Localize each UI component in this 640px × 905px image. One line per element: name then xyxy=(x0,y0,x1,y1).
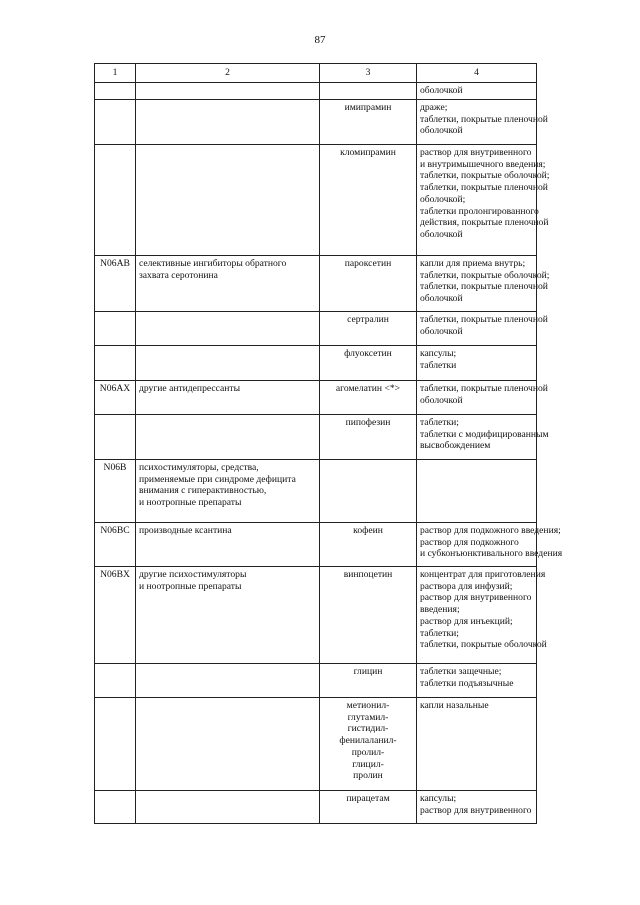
group-name-cell xyxy=(136,83,320,100)
atc-code-cell xyxy=(95,415,136,460)
group-name-cell-line: психостимуляторы, средства, xyxy=(139,462,259,473)
dosage-form-cell-line: раствор для подкожного xyxy=(420,536,519,548)
drug-name-cell-line: пипофезин xyxy=(345,417,391,428)
group-name-cell-line: и ноотропные препараты xyxy=(139,497,242,509)
dosage-form-cell-line: и субконъюнктивального введения xyxy=(420,548,563,560)
dosage-form-cell-line: таблетки, покрытые пленочной xyxy=(420,314,548,325)
group-name-cell-line: другие психостимуляторы xyxy=(139,569,247,580)
dosage-form-cell-line: таблетки, покрытые оболочкой; xyxy=(420,269,550,281)
dosage-form-cell-line: раствор для внутривенного xyxy=(420,804,532,816)
drug-name-cell-line: глицил- xyxy=(352,758,384,770)
drug-name-cell-line: глутамил- xyxy=(347,711,389,723)
atc-code-cell xyxy=(95,312,136,346)
header-cell-1: 1 xyxy=(95,64,136,83)
dosage-form-cell-line: раствор для инъекций; xyxy=(420,615,513,627)
table-row xyxy=(95,523,537,567)
table-row xyxy=(95,346,537,381)
drug-name-cell xyxy=(320,145,417,256)
table-row xyxy=(95,664,537,698)
group-name-cell-line: и ноотропные препараты xyxy=(139,580,242,592)
dosage-form-cell-line: введения; xyxy=(420,604,460,616)
drug-name-cell xyxy=(320,791,417,824)
group-name-cell xyxy=(136,523,320,567)
drug-name-cell xyxy=(320,567,417,664)
table-row xyxy=(95,381,537,415)
dosage-form-cell-line: таблетки с модифицированным xyxy=(420,428,549,440)
dosage-form-cell-line: таблетки xyxy=(420,359,457,371)
dosage-form-cell-line: оболочкой xyxy=(420,325,463,337)
drug-name-cell-line: метионил- xyxy=(346,700,390,711)
dosage-form-cell-line: капли назальные xyxy=(420,700,489,711)
group-name-cell xyxy=(136,312,320,346)
dosage-form-cell-line: таблетки, покрытые пленочной xyxy=(420,182,548,194)
dosage-form-cell-line: раствор для подкожного введения; xyxy=(420,525,561,536)
atc-code-cell xyxy=(95,791,136,824)
drug-name-cell xyxy=(320,415,417,460)
group-name-cell xyxy=(136,664,320,698)
dosage-form-cell xyxy=(417,346,537,381)
group-name-cell-line: внимания с гиперактивностью, xyxy=(139,485,267,497)
dosage-form-cell-line: таблетки, покрытые пленочной xyxy=(420,383,548,394)
dosage-form-cell-line: оболочкой xyxy=(420,85,463,96)
atc-code-cell: N06B xyxy=(95,460,136,523)
dosage-form-cell-line: и внутримышечного введения; xyxy=(420,158,546,170)
atc-code-cell: N06BC xyxy=(95,523,136,567)
dosage-form-cell xyxy=(417,256,550,312)
drug-name-cell xyxy=(320,346,417,381)
drug-name-cell-line: имипрамин xyxy=(344,102,392,113)
dosage-form-cell-line: таблетки, покрытые оболочкой; xyxy=(420,170,550,182)
table-row xyxy=(95,698,537,791)
drug-name-cell xyxy=(320,100,417,145)
dosage-form-cell-line: действия, покрытые пленочной xyxy=(420,217,549,229)
dosage-form-cell-line: капсулы; xyxy=(420,793,457,804)
drug-name-cell-line: гистидил- xyxy=(347,723,389,735)
atc-code-cell xyxy=(95,698,136,791)
table-row xyxy=(95,312,537,346)
group-name-cell-line: захвата серотонина xyxy=(139,269,218,281)
dosage-form-cell-line: высвобождением xyxy=(420,440,491,452)
dosage-form-cell xyxy=(417,523,563,567)
drug-name-cell xyxy=(320,698,417,791)
dosage-form-cell-line: концентрат для приготовления xyxy=(420,569,546,580)
atc-code-cell: N06BX xyxy=(95,567,136,664)
group-name-cell xyxy=(136,698,320,791)
drug-name-cell-line: флуоксетин xyxy=(344,348,392,359)
dosage-form-cell xyxy=(417,791,537,824)
dosage-form-cell-line: драже; xyxy=(420,102,448,113)
drug-name-cell xyxy=(320,256,417,312)
drug-name-cell xyxy=(320,523,417,567)
drug-name-cell-line: глицин xyxy=(353,666,383,677)
drug-name-cell xyxy=(320,83,417,100)
table-row xyxy=(95,100,537,145)
dosage-form-cell-line: оболочкой xyxy=(420,293,463,305)
table-body xyxy=(95,64,563,824)
atc-code-cell: N06AB xyxy=(95,256,136,312)
drug-name-cell-line: пароксетин xyxy=(344,258,392,269)
drug-name-cell xyxy=(320,381,417,415)
dosage-form-cell xyxy=(417,664,537,698)
dosage-form-cell-line: оболочкой; xyxy=(420,193,466,205)
atc-code-cell xyxy=(95,83,136,100)
group-name-cell-line: применяемые при синдроме дефицита xyxy=(139,473,296,485)
dosage-form-cell-line: таблетки; xyxy=(420,417,459,428)
header-row xyxy=(95,64,537,83)
drug-name-cell-line: кофеин xyxy=(353,525,383,536)
atc-code-cell xyxy=(95,145,136,256)
drug-name-cell-line: пролил- xyxy=(351,746,385,758)
dosage-form-cell xyxy=(417,567,547,664)
atc-code-cell xyxy=(95,346,136,381)
dosage-form-cell xyxy=(417,415,549,460)
drug-name-cell xyxy=(320,312,417,346)
medication-table xyxy=(94,63,563,824)
drug-name-cell xyxy=(320,460,417,523)
dosage-form-cell-line: капли для приема внутрь; xyxy=(420,258,526,269)
dosage-form-cell xyxy=(417,381,548,415)
drug-name-cell xyxy=(320,664,417,698)
atc-code-cell xyxy=(95,100,136,145)
group-name-cell xyxy=(136,791,320,824)
dosage-form-cell-line: раствор для внутривенного xyxy=(420,147,532,158)
dosage-form-cell-line: таблетки, покрытые пленочной xyxy=(420,113,548,125)
page-number: 87 xyxy=(314,34,326,46)
drug-name-cell-line: пролин xyxy=(353,770,383,782)
group-name-cell xyxy=(136,460,320,523)
dosage-form-cell xyxy=(417,698,537,791)
group-name-cell xyxy=(136,415,320,460)
dosage-form-cell-line: таблетки, покрытые пленочной xyxy=(420,281,548,293)
group-name-cell xyxy=(136,381,320,415)
dosage-form-cell-line: раствора для инфузий; xyxy=(420,580,513,592)
group-name-cell xyxy=(136,145,320,256)
dosage-form-cell-line: таблетки защечные; xyxy=(420,666,502,677)
table-row xyxy=(95,83,537,100)
table-row xyxy=(95,256,537,312)
drug-name-cell-line: агомелатин <*> xyxy=(335,383,401,394)
dosage-form-cell xyxy=(417,100,548,145)
dosage-form-cell-line: капсулы; xyxy=(420,348,457,359)
dosage-form-cell xyxy=(417,145,550,256)
table-row xyxy=(95,460,537,523)
drug-name-cell-line: сертралин xyxy=(347,314,389,325)
dosage-form-cell xyxy=(417,83,537,100)
dosage-form-cell-line: оболочкой xyxy=(420,394,463,406)
atc-code-cell xyxy=(95,664,136,698)
table-row xyxy=(95,567,537,664)
table-row xyxy=(95,415,537,460)
dosage-form-cell-line: таблетки, покрытые оболочкой xyxy=(420,639,547,651)
dosage-form-cell-line: таблетки пролонгированного xyxy=(420,205,539,217)
group-name-cell-line: селективные ингибиторы обратного xyxy=(139,258,287,269)
drug-name-cell-line: винпоцетин xyxy=(343,569,393,580)
header-cell-3: 3 xyxy=(320,64,417,83)
header-cell-4: 4 xyxy=(417,64,537,83)
atc-code-cell: N06AX xyxy=(95,381,136,415)
dosage-form-cell-line: таблетки подъязычные xyxy=(420,677,514,689)
dosage-form-cell xyxy=(417,460,537,523)
header-cell-2: 2 xyxy=(136,64,320,83)
dosage-form-cell-line: оболочкой xyxy=(420,125,463,137)
group-name-cell-line: производные ксантина xyxy=(139,525,232,536)
group-name-cell-line: другие антидепрессанты xyxy=(139,383,241,394)
drug-name-cell-line: кломипрамин xyxy=(340,147,396,158)
dosage-form-cell-line: таблетки; xyxy=(420,627,459,639)
group-name-cell xyxy=(136,346,320,381)
drug-name-cell-line: фенилаланил- xyxy=(339,735,397,747)
group-name-cell xyxy=(136,256,320,312)
group-name-cell xyxy=(136,100,320,145)
drug-name-cell-line: пирацетам xyxy=(346,793,390,804)
table-row xyxy=(95,791,537,824)
dosage-form-cell xyxy=(417,312,548,346)
dosage-form-cell-line: раствор для внутривенного xyxy=(420,592,532,604)
table-row xyxy=(95,145,537,256)
dosage-form-cell-line: оболочкой xyxy=(420,228,463,240)
group-name-cell xyxy=(136,567,320,664)
